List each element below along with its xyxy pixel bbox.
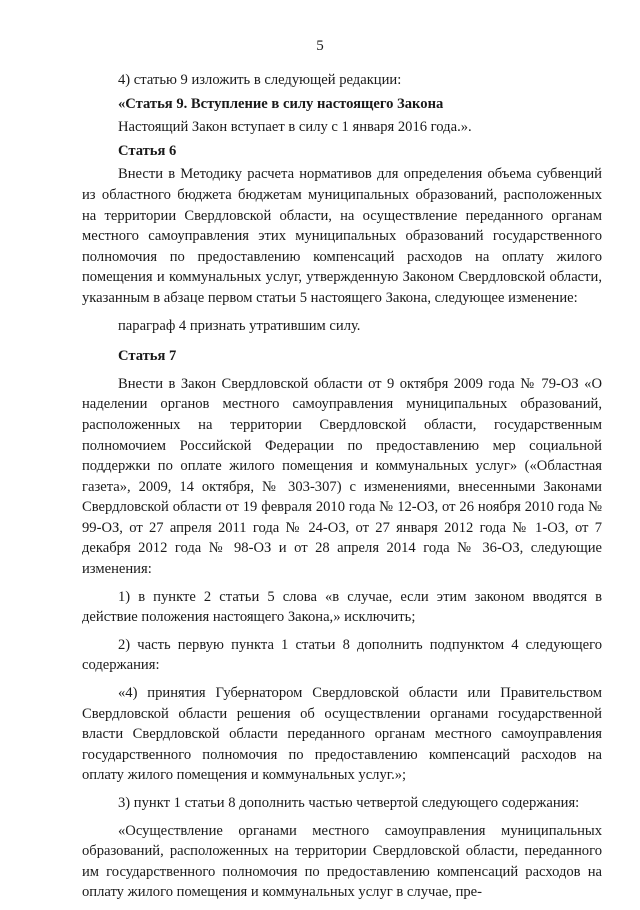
article6-item: параграф 4 признать утратившим силу. [118, 317, 361, 334]
article6-heading: Статья 6 [118, 142, 177, 159]
article7-item-2: 2) часть первую пункта 1 статьи 8 дополнить подпунктом 4 следующего содержания: [82, 636, 602, 674]
document-body [82, 70, 602, 910]
article7-paragraph: Внести в Закон Свердловской области от 9 октября 2009 года № 79-ОЗ «О наделении органов местного самоуправления муниципальных образований, расположенных на территории Свердловской области, государственным полномочием Российской Федерации по предоставлению мер социальной поддержки по оплате жилого помещения и коммунальных услуг» («Областная газета», 2009, 14 октября, № 303-307) с изменениями, внесенными Законами Свердловской области от 19 февраля 2010 года № 12-ОЗ, от 26 ноября 2010 года № 99-ОЗ, от 27 апреля 2011 года № 24-ОЗ, от 27 января 2012 года № 1-ОЗ, от 7 декабря 2012 года № 98-ОЗ и от 28 апреля 2014 года № 36-ОЗ, следующие изменения: [82, 375, 602, 578]
page-number: 5 [316, 38, 324, 54]
article7-item-1: 1) в пункте 2 статьи 5 слова «в случае, если этим законом вводятся в действие положения настоящего Закона,» исключить; [82, 588, 602, 626]
article9-text: Настоящий Закон вступает в силу с 1 января 2016 года.». [118, 119, 472, 136]
article7-heading: Статья 7 [118, 348, 177, 365]
article7-item-3-quote: «Осуществление органами местного самоуправления муниципальных образований, расположенных на территории Свердловской области, переданного им государственного полномочия по предоставлению компенсаций расходов на оплату жилого помещения и коммунальных услуг в случае, пре- [82, 822, 602, 901]
article7-item-2-quote: «4) принятия Губернатором Свердловской области или Правительством Свердловской области решения об осуществлении органами государственной власти Свердловской области переданного органам местного самоуправления государственного полномочия по предоставлению компенсаций расходов на оплату жилого помещения и коммунальных услуг.»; [82, 685, 602, 784]
article7-item-3: 3) пункт 1 статьи 8 дополнить частью четвертой следующего содержания: [118, 795, 580, 811]
article9-heading: «Статья 9. Вступление в силу настоящего Закона [118, 95, 444, 112]
item4-intro: 4) статью 9 изложить в следующей редакции: [118, 72, 402, 88]
article6-paragraph: Внести в Методику расчета нормативов для определения объема субвенций из областного бюджета бюджетам муниципальных образований, расположенных на территории Свердловской области, на осуществление переданного органам местного самоуправления этих муниципальных образований государственного полномочия по предоставлению компенсаций расходов на оплату жилого помещения и коммунальных услуг, утвержденную Законом Свердловской области, указанным в абзаце первом статьи 5 настоящего Закона, следующее изменение: [82, 166, 602, 306]
